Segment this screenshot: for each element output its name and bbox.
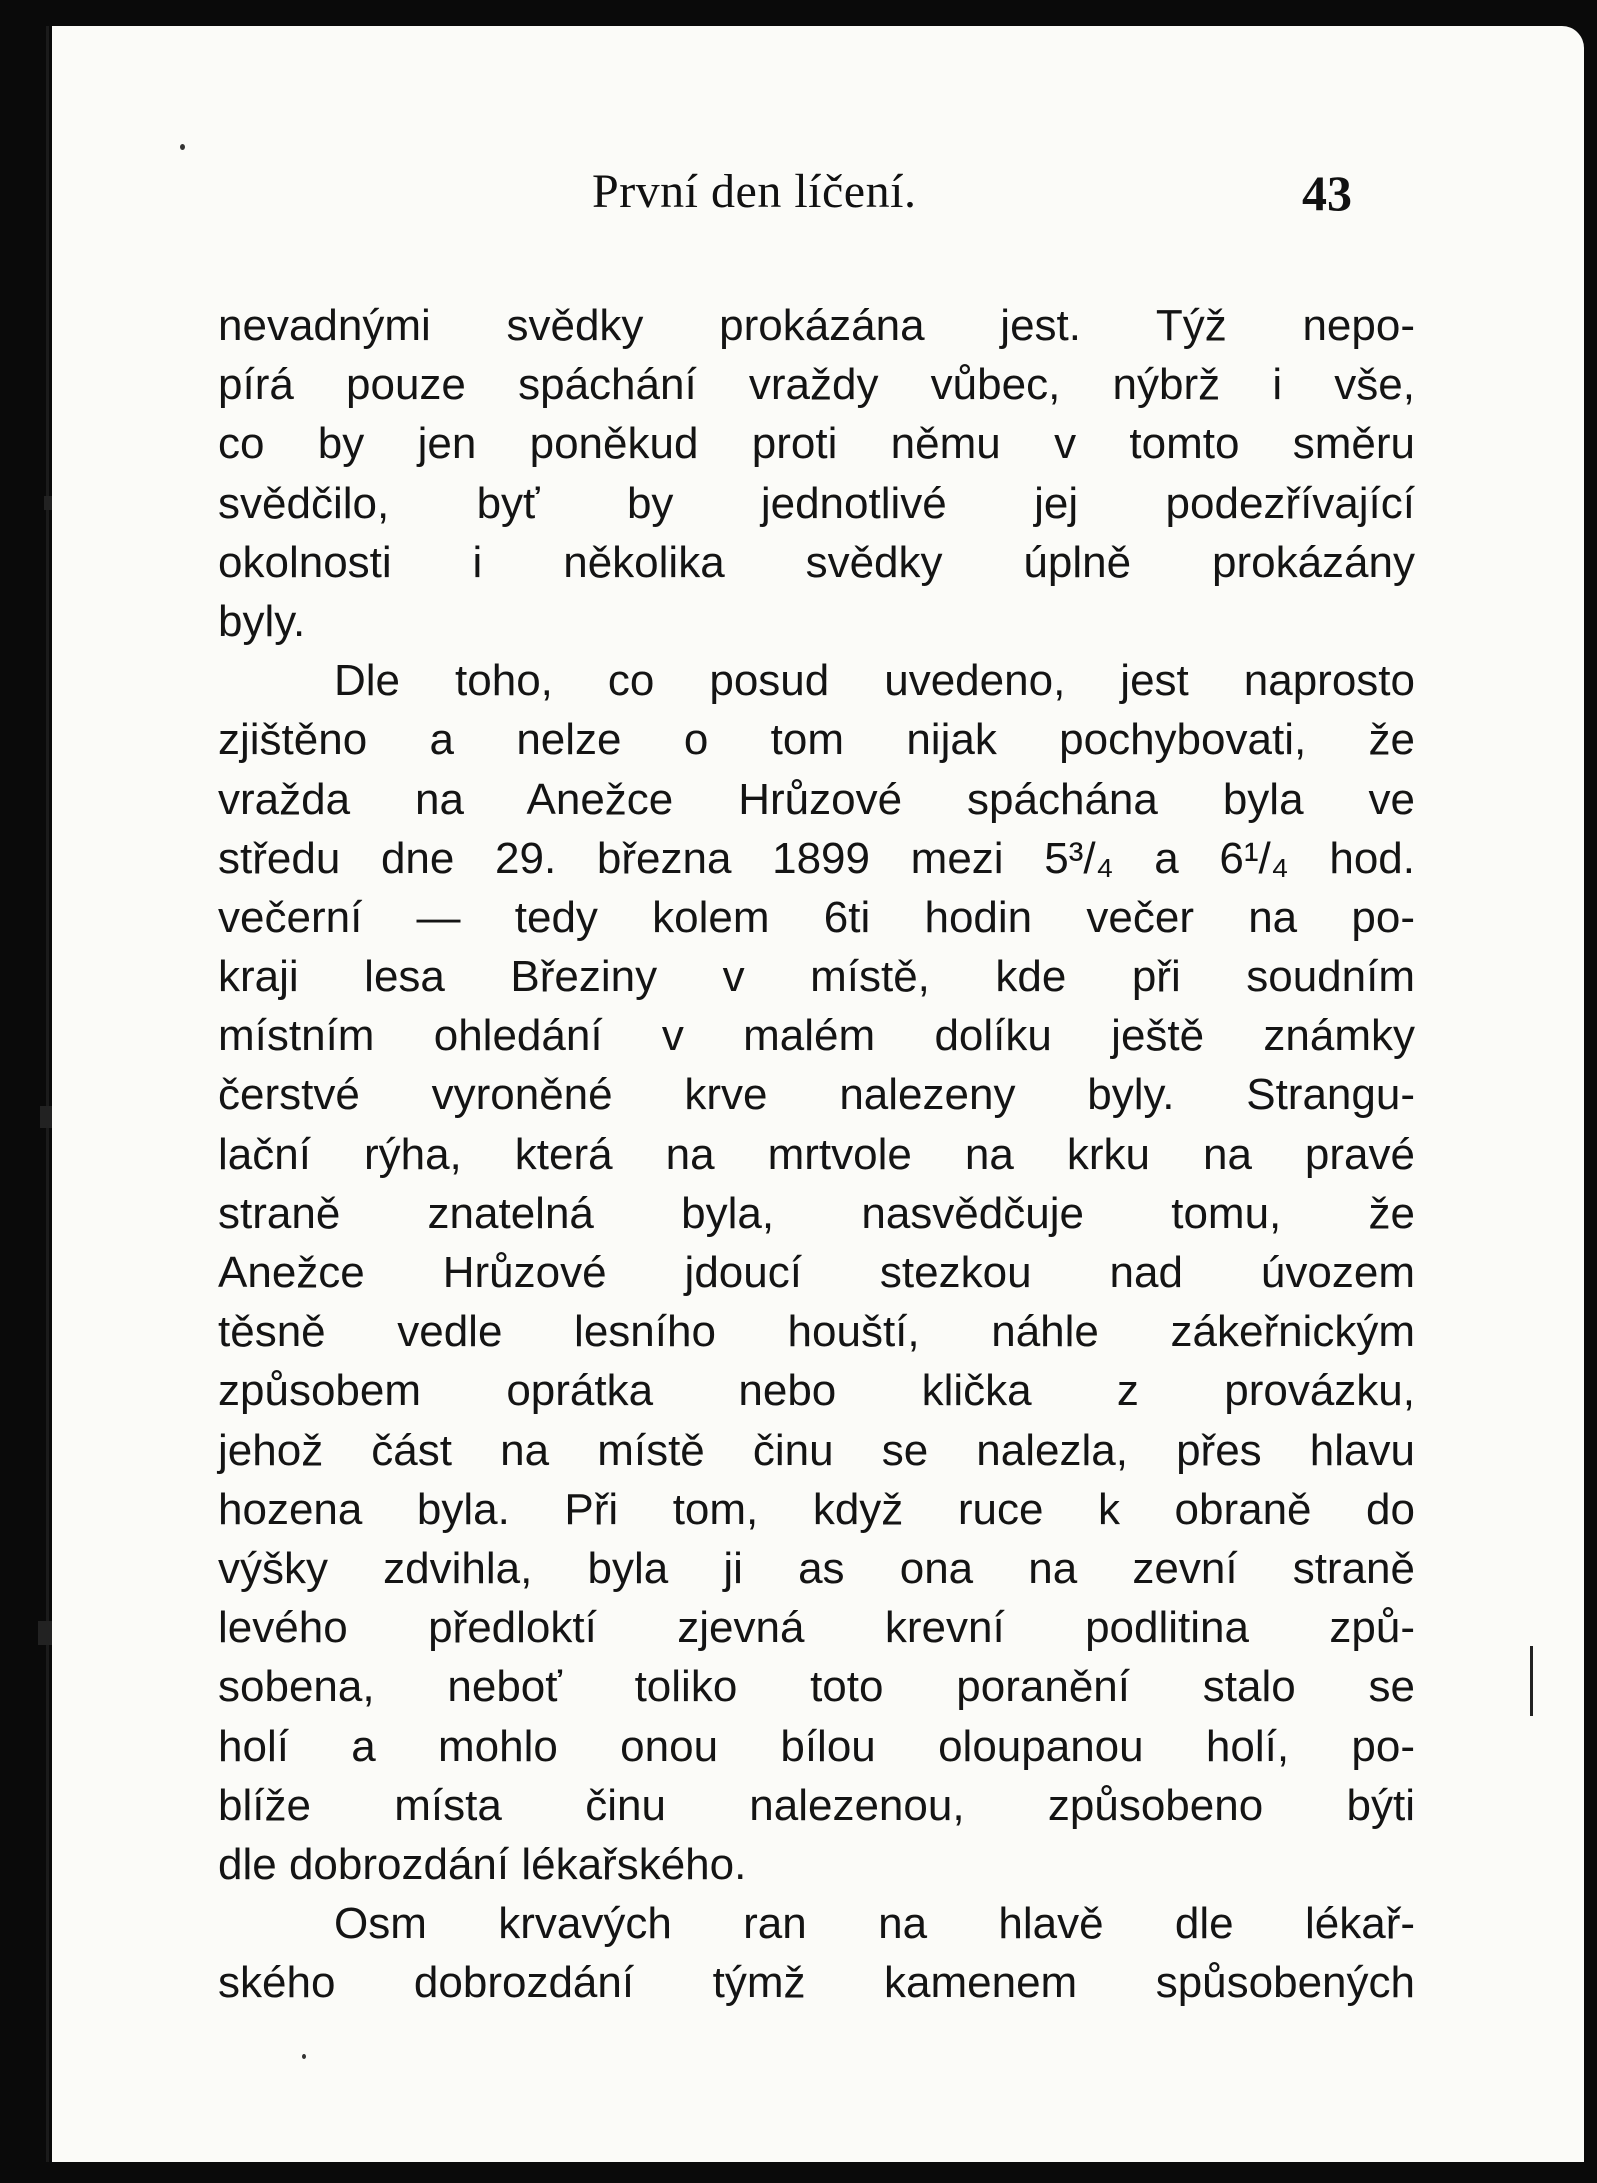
text-line: Dle toho, co posud uvedeno, jest naprosto [334, 656, 1415, 706]
text-line: okolnosti i několika svědky úplně prokázány [218, 537, 1415, 587]
body-text [218, 296, 1415, 2012]
text-line: hozena byla. Při tom, když ruce k obraně do [218, 1484, 1415, 1534]
text-line: těsně vedle lesního houští, náhle zákeřnickým [218, 1307, 1415, 1357]
text-line: pírá pouze spáchání vraždy vůbec, nýbrž i vše, [218, 360, 1415, 410]
page-number: 43 [1302, 165, 1352, 221]
dust-speck [302, 2054, 306, 2059]
text-line: večerní — tedy kolem 6ti hodin večer na po- [218, 892, 1415, 942]
margin-mark [40, 1106, 52, 1128]
text-line: kraji lesa Březiny v místě, kde při soudním [218, 952, 1415, 1002]
text-line: blíže místa činu nalezenou, způsobeno býti [218, 1780, 1415, 1830]
text-line: Osm krvavých ran na hlavě dle lékař- [334, 1899, 1415, 1949]
text-line: co by jen poněkud proti němu v tomto směru [218, 419, 1415, 469]
page-header [52, 164, 1584, 234]
text-line: středu dne 29. března 1899 mezi 5³/₄ a 6¹/₄ hod. [218, 833, 1415, 883]
paragraph [218, 1894, 1415, 2012]
text-line: levého předloktí zjevná krevní podlitina způ- [218, 1603, 1415, 1653]
paragraph [218, 296, 1415, 651]
margin-mark [38, 1621, 52, 1645]
text-line: nevadnými svědky prokázána jest. Týž nepo- [218, 301, 1415, 350]
book-page [52, 26, 1584, 2162]
paragraph [218, 651, 1415, 1894]
margin-mark [44, 496, 52, 510]
text-line: dle dobrozdání lékařského. [218, 1839, 747, 1889]
text-line: zjištěno a nelze o tom nijak pochybovati, že [218, 715, 1415, 765]
text-line: holí a mohlo onou bílou oloupanou holí, po- [218, 1721, 1415, 1771]
dust-speck [180, 144, 185, 150]
binding-edge [46, 26, 49, 2162]
text-line: místním ohledání v malém dolíku ještě známky [218, 1011, 1415, 1061]
margin-mark [1530, 1646, 1533, 1716]
text-line: čerstvé vyroněné krve nalezeny byly. Strangu- [218, 1070, 1415, 1120]
text-line: výšky zdvihla, byla ji as ona na zevní straně [218, 1543, 1415, 1593]
text-line: jehož část na místě činu se nalezla, přes hlavu [218, 1425, 1415, 1475]
text-line: vražda na Anežce Hrůzové spáchána byla ve [218, 774, 1415, 824]
text-line: Anežce Hrůzové jdoucí stezkou nad úvozem [218, 1248, 1415, 1297]
text-line: straně znatelná byla, nasvědčuje tomu, že [218, 1188, 1415, 1238]
text-line: svědčilo, byť by jednotlivé jej podezřívající [218, 478, 1415, 528]
text-line: ského dobrozdání týmž kamenem spůsobených [218, 1958, 1415, 2008]
text-line: způsobem oprátka nebo klička z provázku, [218, 1366, 1415, 1416]
text-line: byly. [218, 596, 306, 646]
text-line: sobena, neboť toliko toto poranění stalo se [218, 1662, 1415, 1712]
running-title: První den líčení. [592, 165, 917, 218]
text-line: lační rýha, která na mrtvole na krku na pravé [218, 1129, 1415, 1179]
